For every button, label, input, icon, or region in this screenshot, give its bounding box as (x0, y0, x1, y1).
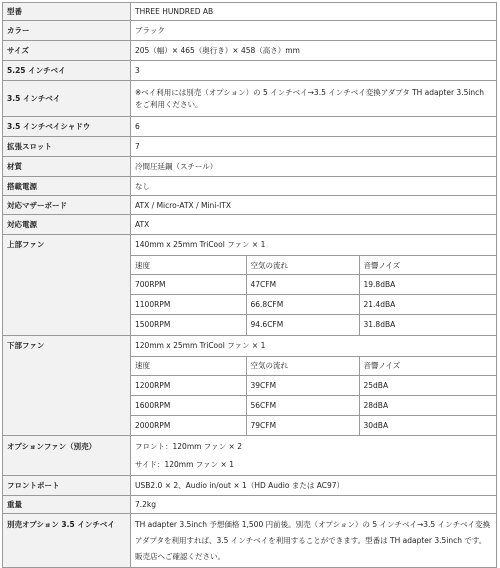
speed-cell: 1600RPM (131, 395, 246, 415)
row-color (3, 21, 497, 41)
row-label: 3.5 インチベイ (3, 81, 131, 117)
row-label: 材質 (3, 157, 131, 177)
row-label: サイズ (3, 41, 131, 61)
row-label: 別売オプション 3.5 インチベイ (3, 514, 131, 568)
speed-cell: 1500RPM (131, 315, 246, 335)
row-label: 5.25 インチベイ (3, 61, 131, 81)
row-35-bay (3, 81, 497, 117)
airflow-cell: 79CFM (246, 415, 359, 435)
bottom-fan-row (131, 415, 496, 435)
option-fan-cell (131, 436, 497, 476)
header-airflow: 空気の流れ (246, 356, 359, 375)
row-label: 対応マザーボード (3, 196, 131, 215)
airflow-cell: 66.8CFM (246, 295, 359, 315)
row-value: ATX / Micro-ATX / Mini-ITX (131, 196, 497, 215)
noise-cell: 21.4dBA (359, 295, 496, 315)
noise-cell: 30dBA (359, 415, 496, 435)
row-value: TH adapter 3.5inch 予想価格 1,500 円前後。別売（オプション）の 5 インチベイ→3.5 インチベイ変換アダプタを利用すれば、3.5 インチベイを利用することができます。型番は TH adapter 3.5inch です。販売店へご確認ください。 (131, 514, 497, 568)
row-value: 7 (131, 137, 497, 157)
header-noise: 音響ノイズ (359, 256, 496, 275)
row-label: 型番 (3, 3, 131, 21)
header-airflow: 空気の流れ (246, 256, 359, 275)
row-size (3, 41, 497, 61)
row-value: ブラック (131, 21, 497, 41)
bottom-fan-row (131, 395, 496, 415)
row-label: 3.5 インチベイシャドウ (3, 117, 131, 137)
row-value: 3 (131, 61, 497, 81)
noise-cell: 25dBA (359, 375, 496, 395)
row-label: フロントポート (3, 476, 131, 496)
row-525-bay (3, 61, 497, 81)
bottom-fan-table (131, 356, 496, 436)
row-label: 拡張スロット (3, 137, 131, 157)
row-label: 上部ファン (3, 235, 131, 336)
row-top-fan (3, 235, 497, 336)
header-noise: 音響ノイズ (359, 356, 496, 375)
row-value: THREE HUNDRED AB (131, 3, 497, 21)
row-label: 対応電源 (3, 215, 131, 235)
row-psu-support (3, 215, 497, 235)
top-fan-title: 140mm x 25mm TriCool ファン × 1 (135, 240, 266, 249)
row-value: 7.2kg (131, 496, 497, 514)
row-model (3, 3, 497, 21)
bottom-fan-cell (131, 335, 497, 436)
row-label: 下部ファン (3, 335, 131, 436)
row-value: 冷間圧延鋼（スチール） (131, 157, 497, 177)
row-35-shadow (3, 117, 497, 137)
row-label: オプションファン（別売） (3, 436, 131, 476)
row-option-fan (3, 436, 497, 476)
header-speed: 速度 (131, 256, 246, 275)
airflow-cell: 47CFM (246, 275, 359, 295)
bottom-fan-header (131, 356, 496, 375)
top-fan-row (131, 295, 496, 315)
top-fan-row (131, 315, 496, 335)
row-value: USB2.0 × 2、Audio in/out × 1（HD Audio または AC97） (131, 476, 497, 496)
speed-cell: 2000RPM (131, 415, 246, 435)
row-bottom-fan (3, 335, 497, 436)
row-value: 205（幅）× 465（奥行き）× 458（高さ）mm (131, 41, 497, 61)
airflow-cell: 56CFM (246, 395, 359, 415)
row-value: なし (131, 177, 497, 196)
row-front-port (3, 476, 497, 496)
airflow-cell: 94.6CFM (246, 315, 359, 335)
row-value: ※ベイ利用には別売（オプション）の 5 インチベイ→3.5 インチベイ変換アダプタ TH adapter 3.5inch をご利用ください。 (131, 81, 497, 117)
option-fan-side: サイド：120mm ファン × 1 (135, 460, 234, 469)
speed-cell: 700RPM (131, 275, 246, 295)
spec-table (2, 2, 497, 568)
row-label: 搭載電源 (3, 177, 131, 196)
speed-cell: 1100RPM (131, 295, 246, 315)
noise-cell: 28dBA (359, 395, 496, 415)
noise-cell: 31.8dBA (359, 315, 496, 335)
top-fan-table (131, 255, 496, 335)
airflow-cell: 39CFM (246, 375, 359, 395)
row-value: ATX (131, 215, 497, 235)
top-fan-cell (131, 235, 497, 336)
noise-cell: 19.8dBA (359, 275, 496, 295)
bottom-fan-title: 120mm x 25mm TriCool ファン × 1 (135, 340, 266, 350)
row-value: 6 (131, 117, 497, 137)
bottom-fan-row (131, 375, 496, 395)
row-material (3, 157, 497, 177)
row-psu (3, 177, 497, 196)
row-label: カラー (3, 21, 131, 41)
top-fan-header (131, 256, 496, 275)
row-label: 重量 (3, 496, 131, 514)
row-slots (3, 137, 497, 157)
row-weight (3, 496, 497, 514)
row-motherboard (3, 196, 497, 215)
top-fan-row (131, 275, 496, 295)
option-fan-front: フロント：120mm ファン × 2 (135, 442, 242, 451)
speed-cell: 1200RPM (131, 375, 246, 395)
row-option-bay (3, 514, 497, 568)
header-speed: 速度 (131, 356, 246, 375)
